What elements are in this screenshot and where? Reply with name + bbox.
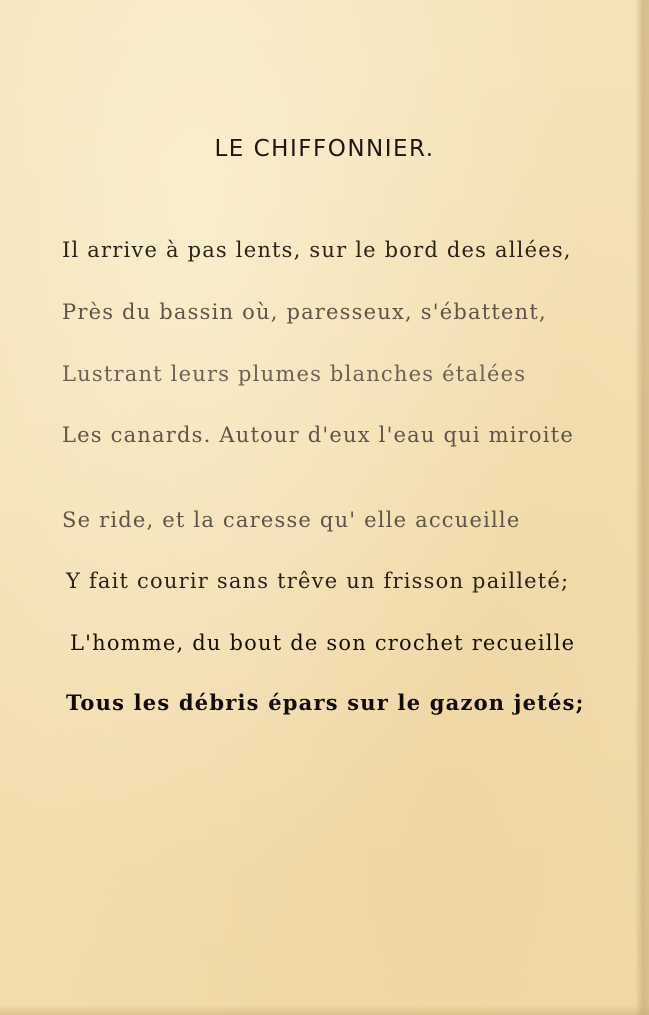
paper-edge-bottom — [0, 1005, 649, 1015]
poem-line-2: Près du bassin où, paresseux, s'ébattent, — [62, 300, 547, 324]
poem-line-4: Les canards. Autour d'eux l'eau qui miroite — [62, 423, 574, 447]
poem-line-7: L'homme, du bout de son crochet recueille — [70, 631, 576, 655]
poem-title: LE CHIFFONNIER. — [214, 136, 435, 162]
poem-line-5: Se ride, et la caresse qu' elle accueille — [62, 508, 521, 532]
poem-line-3: Lustrant leurs plumes blanches étalées — [62, 362, 527, 386]
poem-line-6: Y fait courir sans trêve un frisson pailleté; — [66, 569, 570, 593]
poem-line-8: Tous les débris épars sur le gazon jetés; — [66, 690, 585, 715]
poem-line-1: Il arrive à pas lents, sur le bord des allées, — [62, 238, 572, 262]
